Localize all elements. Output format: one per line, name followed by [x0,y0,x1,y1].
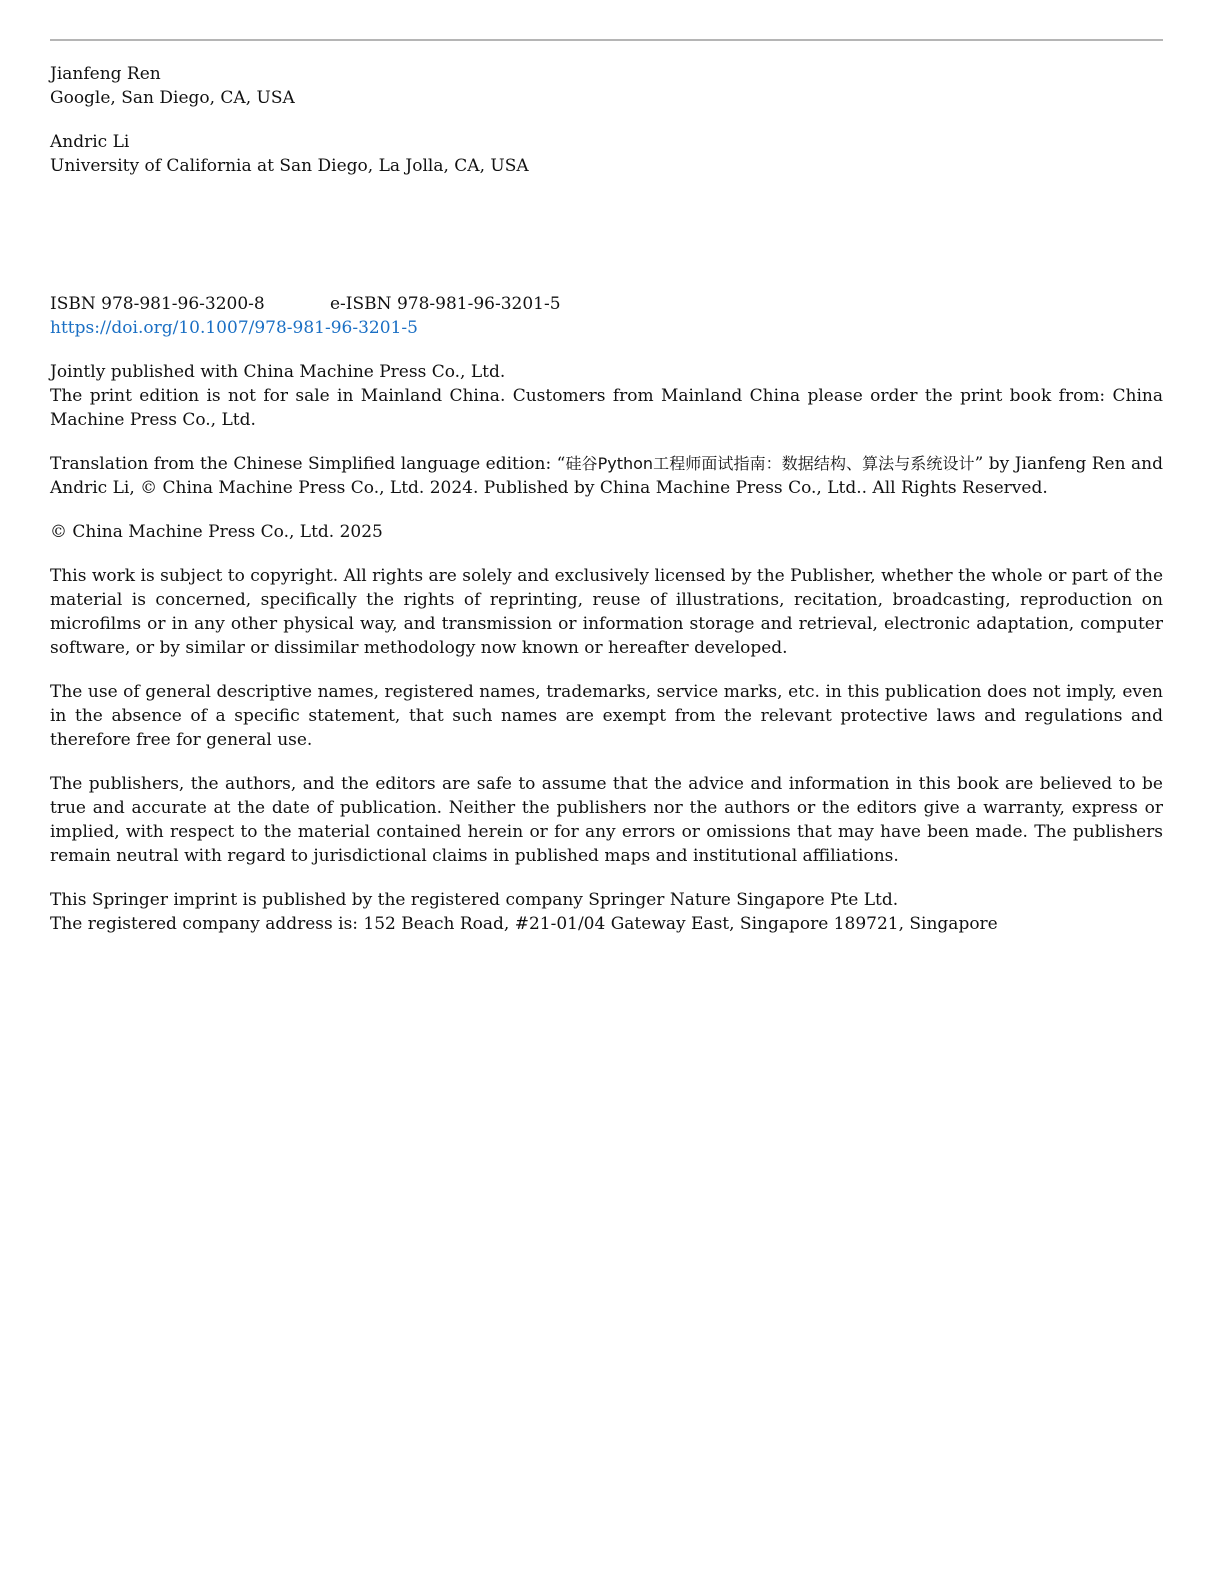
imprint-address: The registered company address is: 152 Beach Road, #21-01/04 Gateway East, Singapore 189721, Singapore [50,914,998,934]
translation-note [50,452,1163,500]
author-block-2 [50,130,1163,178]
imprint-block [50,888,1163,936]
translation-prefix: Translation from the Chinese Simplified language edition: “ [50,454,566,474]
imprint-company: This Springer imprint is published by the registered company Springer Nature Singapore Pte Ltd. [50,890,899,910]
joint-publishing-block [50,360,1163,432]
joint-publisher-note: Jointly published with China Machine Press Co., Ltd. [50,362,506,382]
copyright-page [50,62,1163,936]
print-edition-note: The print edition is not for sale in Mainland China. Customers from Mainland China please order the print book from: China Machine Press Co., Ltd. [50,386,1163,430]
print-isbn: ISBN 978-981-96-3200-8 [50,294,265,314]
isbn-block [50,292,1163,340]
trademark-paragraph: The use of general descriptive names, registered names, trademarks, service marks, etc. in this publication does not imply, even in the absence of a specific statement, that such names are exempt from the relevant protective laws and regulations and therefore free for general use. [50,682,1163,750]
author-name: Jianfeng Ren [50,64,161,84]
rights-paragraph: This work is subject to copyright. All rights are solely and exclusively licensed by the Publisher, whether the whole or part of the material is concerned, specifically the rights of reprinting, reuse of illustrations, recitation, broadcasting, reproduction on microfilms or in any other physical way, and transmission or information storage and retrieval, electronic adaptation, computer software, or by similar or dissimilar methodology now known or hereafter developed. [50,566,1163,658]
warranty-paragraph: The publishers, the authors, and the editors are safe to assume that the advice and information in this book are believed to be true and accurate at the date of publication. Neither the publishers nor the authors or the editors give a warranty, express or implied, with respect to the material contained herein or for any errors or omissions that may have been made. The publishers remain neutral with regard to jurisdictional claims in published maps and institutional affiliations. [50,774,1163,866]
author-block-1 [50,62,1163,110]
author-affiliation: University of California at San Diego, La Jolla, CA, USA [50,156,529,176]
author-name: Andric Li [50,132,130,152]
translation-suffix: ” by Jianfeng Ren and Andric Li, © China Machine Press Co., Ltd. 2024. Published by China Machine Press Co., Ltd.. All Rights Reserved. [50,454,1163,498]
doi-link[interactable]: https://doi.org/10.1007/978-981-96-3201-5 [50,318,418,338]
electronic-isbn: e-ISBN 978-981-96-3201-5 [330,294,561,314]
author-affiliation: Google, San Diego, CA, USA [50,88,295,108]
header-rule [50,39,1163,41]
original-chinese-title: 硅谷Python工程师面试指南：数据结构、算法与系统设计 [565,454,975,473]
copyright-line: © China Machine Press Co., Ltd. 2025 [50,522,383,542]
